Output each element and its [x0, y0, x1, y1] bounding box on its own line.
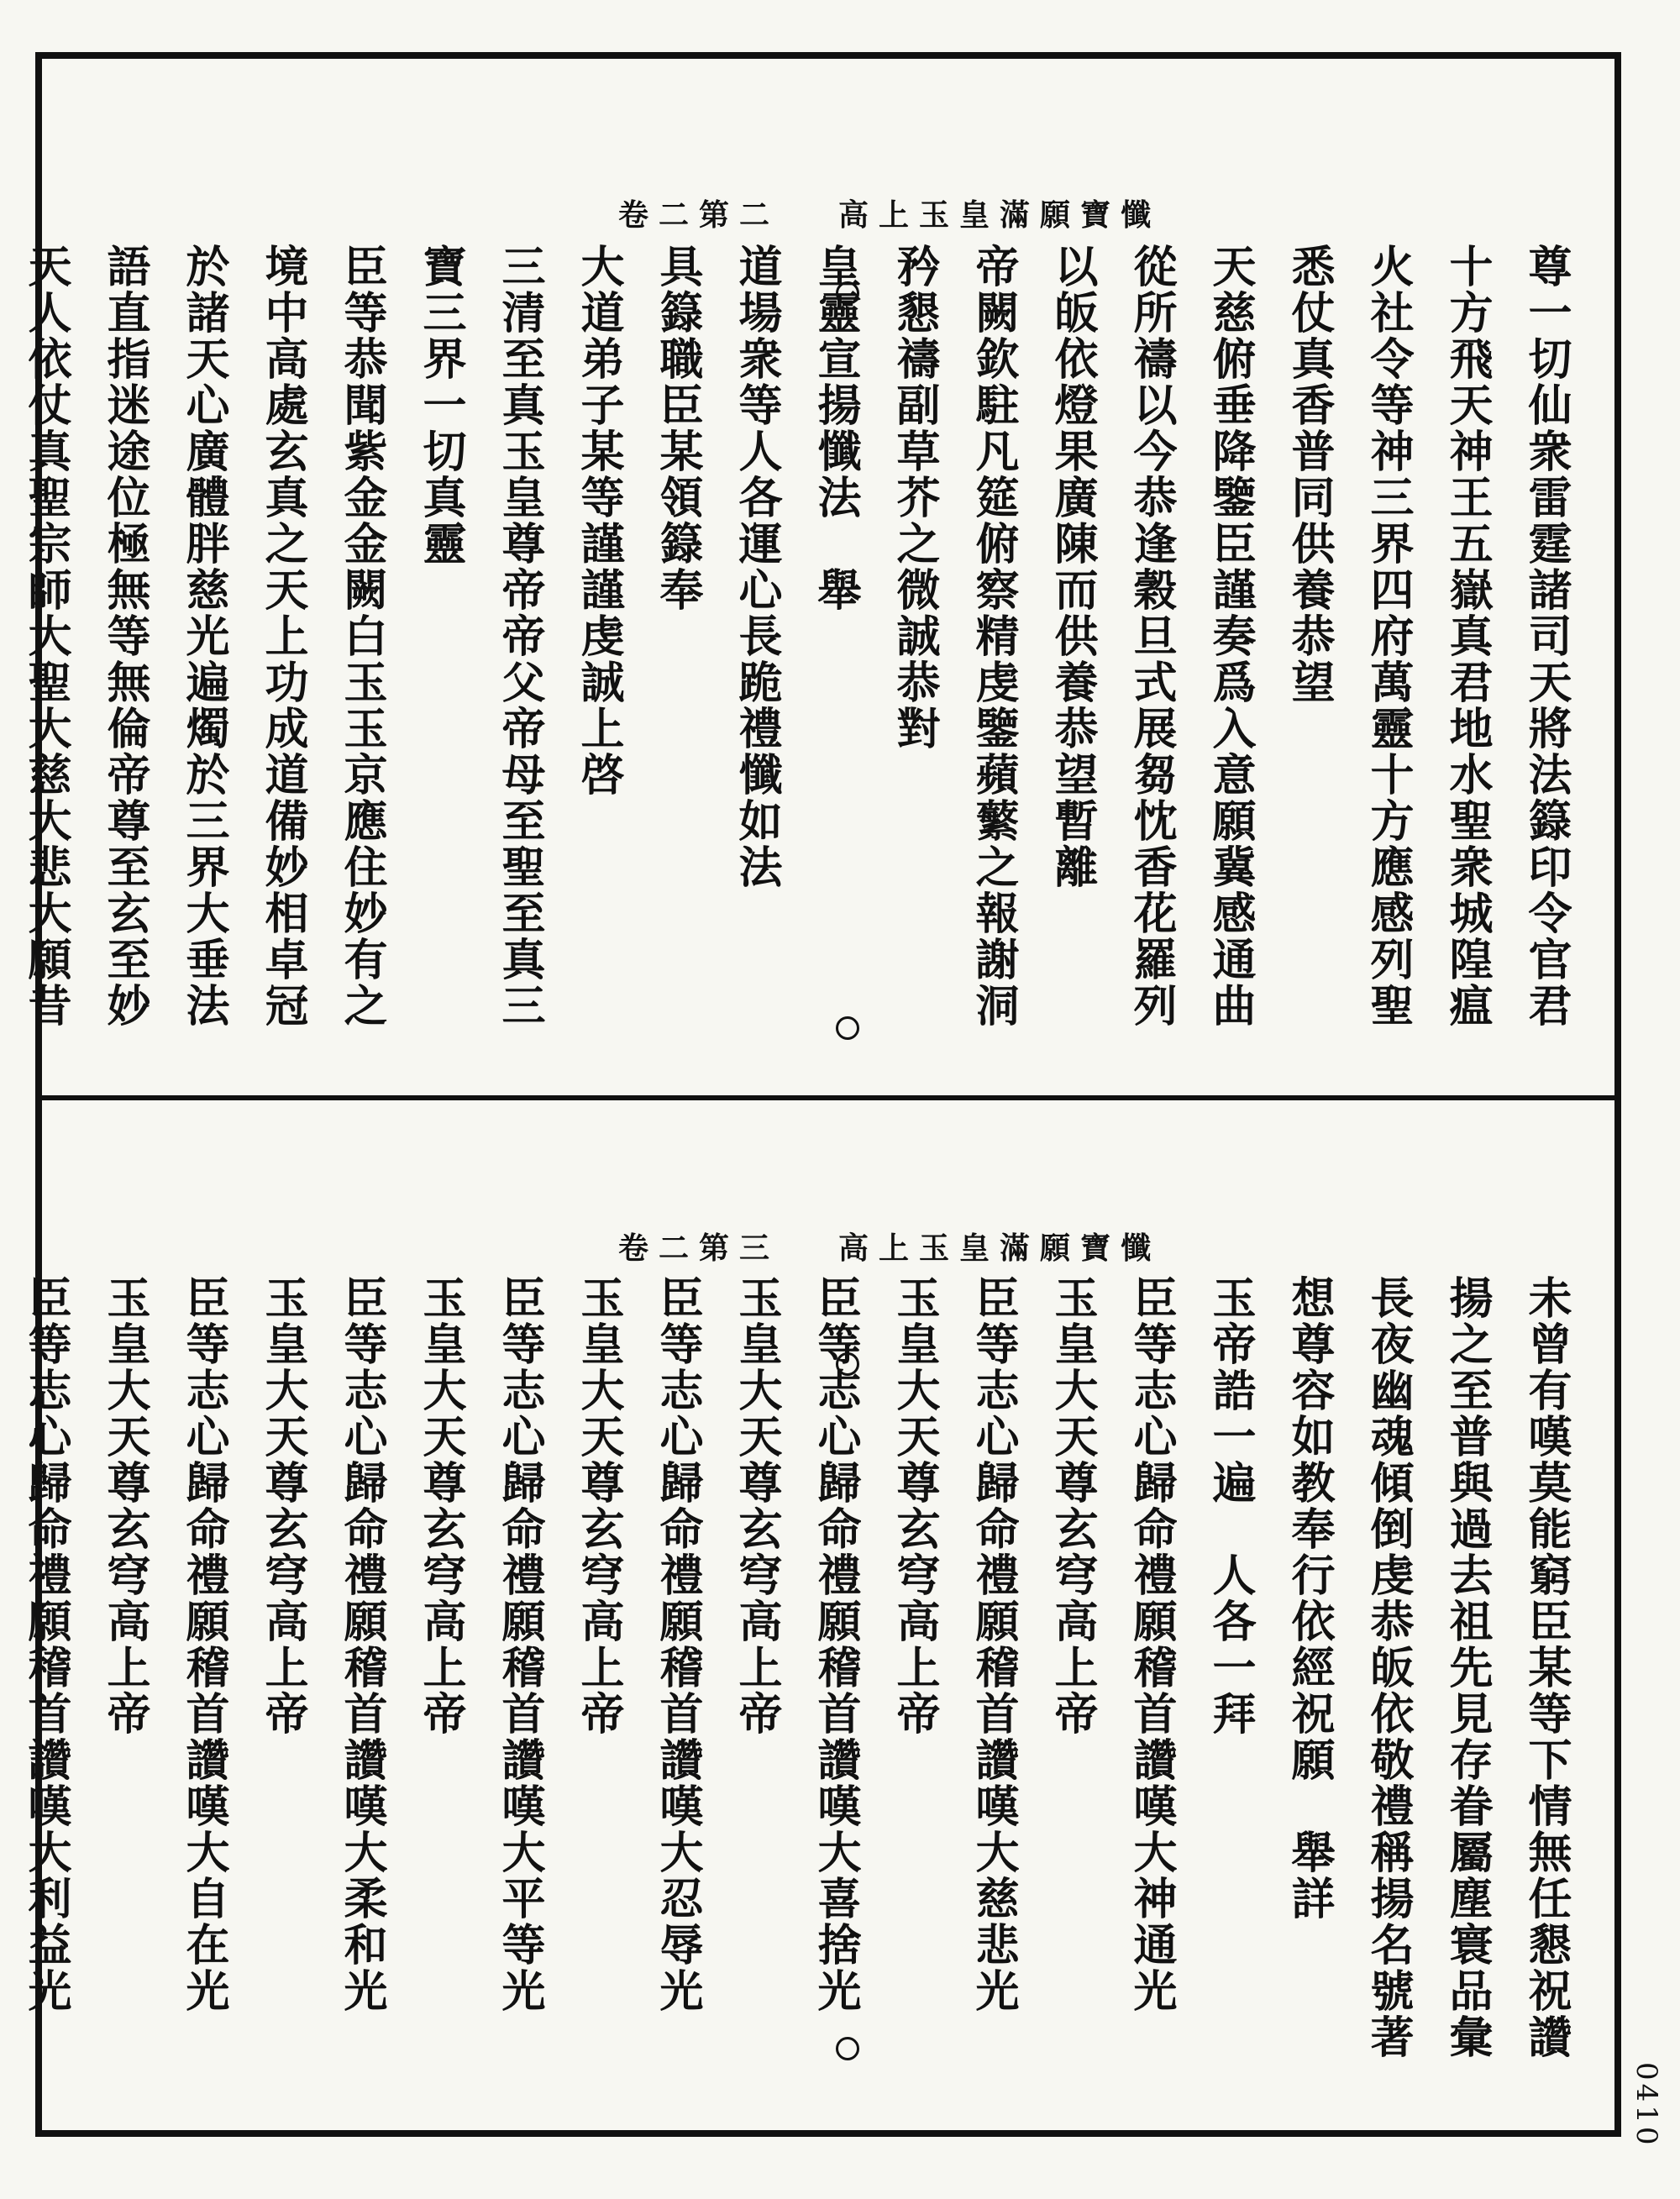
text-column: 臣等志心歸命禮願稽首讚嘆大忍辱光 [652, 1275, 703, 2014]
header-volume: 卷二第二 [617, 197, 780, 233]
text-column: 天慈俯垂降鑒臣謹奏爲入意願冀感通曲 [1205, 244, 1256, 1029]
text-column: 三清至真玉皇尊帝帝父帝母至聖至真三 [494, 244, 545, 1029]
text-column: 臣等志心歸命禮願稽首讚嘆大神通光 [1126, 1275, 1177, 2014]
text-column: 玉皇大天尊玄穹高上帝 [99, 1275, 150, 1737]
page-header [618, 192, 1161, 234]
text-column: 皇靈宣揚懺法 舉 [810, 244, 861, 613]
text-column: 臣等志心歸命禮願稽首讚嘆大利益光 [20, 1275, 71, 2014]
text-column: 玉皇大天尊玄穹高上帝 [889, 1275, 940, 1737]
text-column: 玉皇大天尊玄穹高上帝 [731, 1275, 782, 1737]
binding-hole-mark [836, 1016, 859, 1040]
text-column: 玉皇大天尊玄穹高上帝 [1047, 1275, 1098, 1737]
text-column: 揚之至普與過去祖先見存眷屬塵寰品彙 [1441, 1275, 1493, 2060]
text-column: 具籙職臣某領籙奉 [652, 244, 703, 613]
header-title: 高上玉皇滿願寶懺 [837, 197, 1161, 233]
text-column: 尊一切仙衆雷霆諸司天將法籙印令官君 [1520, 244, 1572, 1029]
text-column: 從所禱以今恭逢穀旦式展芻忱香花羅列 [1126, 244, 1177, 1029]
page-bottom [20, 1100, 1614, 2130]
text-column: 臣等恭聞紫金金闕白玉玉京應住妙有之 [336, 244, 387, 1029]
text-column: 悉仗真香普同供養恭望 [1284, 244, 1335, 706]
page-frame [20, 52, 1621, 2137]
text-column: 臣等志心歸命禮願稽首讚嘆大自在光 [178, 1275, 229, 2014]
binding-hole-mark [836, 281, 859, 305]
binding-hole-mark [836, 2037, 859, 2060]
header-title: 高上玉皇滿願寶懺 [837, 1231, 1161, 1266]
text-columns [10, 1275, 1581, 2098]
text-columns [10, 244, 1581, 1084]
text-column: 大道弟子某等謹謹虔誠上啓 [573, 244, 624, 798]
text-column: 臣等志心歸命禮願稽首讚嘆大喜捨光 [810, 1275, 861, 2014]
text-column: 帝闕欽駐凡筵俯察精虔鑒蘋蘩之報謝洞 [968, 244, 1019, 1029]
text-column: 語直指迷途位極無等無倫帝尊至玄至妙 [99, 244, 150, 1029]
text-column: 未曾有嘆莫能窮臣某等下情無任懇祝讚 [1520, 1275, 1572, 2060]
text-column: 天人依仗真聖宗師大聖大慈大悲大願昔 [20, 244, 71, 1029]
text-column: 十方飛天神王五嶽真君地水聖衆城隍瘟 [1441, 244, 1493, 1029]
text-column: 玉皇大天尊玄穹高上帝 [257, 1275, 308, 1737]
text-column: 火社令等神三界四府萬靈十方應感列聖 [1362, 244, 1414, 1029]
header-volume: 卷二第三 [617, 1231, 780, 1266]
text-column: 臣等志心歸命禮願稽首讚嘆大柔和光 [336, 1275, 387, 2014]
text-column: 臣等志心歸命禮願稽首讚嘆大平等光 [494, 1275, 545, 2014]
text-column: 想尊容如教奉行依經祝願 舉詳 [1284, 1275, 1335, 1922]
text-column: 玉皇大天尊玄穹高上帝 [415, 1275, 466, 1737]
text-column: 道場衆等人各運心長跪禮懺如法 [731, 244, 782, 890]
page-header [618, 1225, 1161, 1267]
text-column: 長夜幽魂傾倒虔恭皈依敬禮稱揚名號著 [1362, 1275, 1414, 2060]
text-column: 臣等志心歸命禮願稽首讚嘆大慈悲光 [968, 1275, 1019, 2014]
text-column: 玉帝誥一遍 人各一拜 [1205, 1275, 1256, 1737]
text-column: 境中高處玄真之天上功成道備妙相卓冠 [257, 244, 308, 1029]
text-column: 於諸天心廣體胖慈光遍燭於三界大垂法 [178, 244, 229, 1029]
binding-hole-mark [836, 1352, 859, 1376]
page-number: 0410 [1630, 2062, 1663, 2149]
text-column: 以皈依燈果廣陳而供養恭望暫離 [1047, 244, 1098, 890]
text-column: 寶三界一切真靈 [415, 244, 466, 567]
text-column: 玉皇大天尊玄穹高上帝 [573, 1275, 624, 1737]
text-column: 矜懇禱副草芥之微誠恭對 [889, 244, 940, 752]
page-top [20, 59, 1614, 1100]
